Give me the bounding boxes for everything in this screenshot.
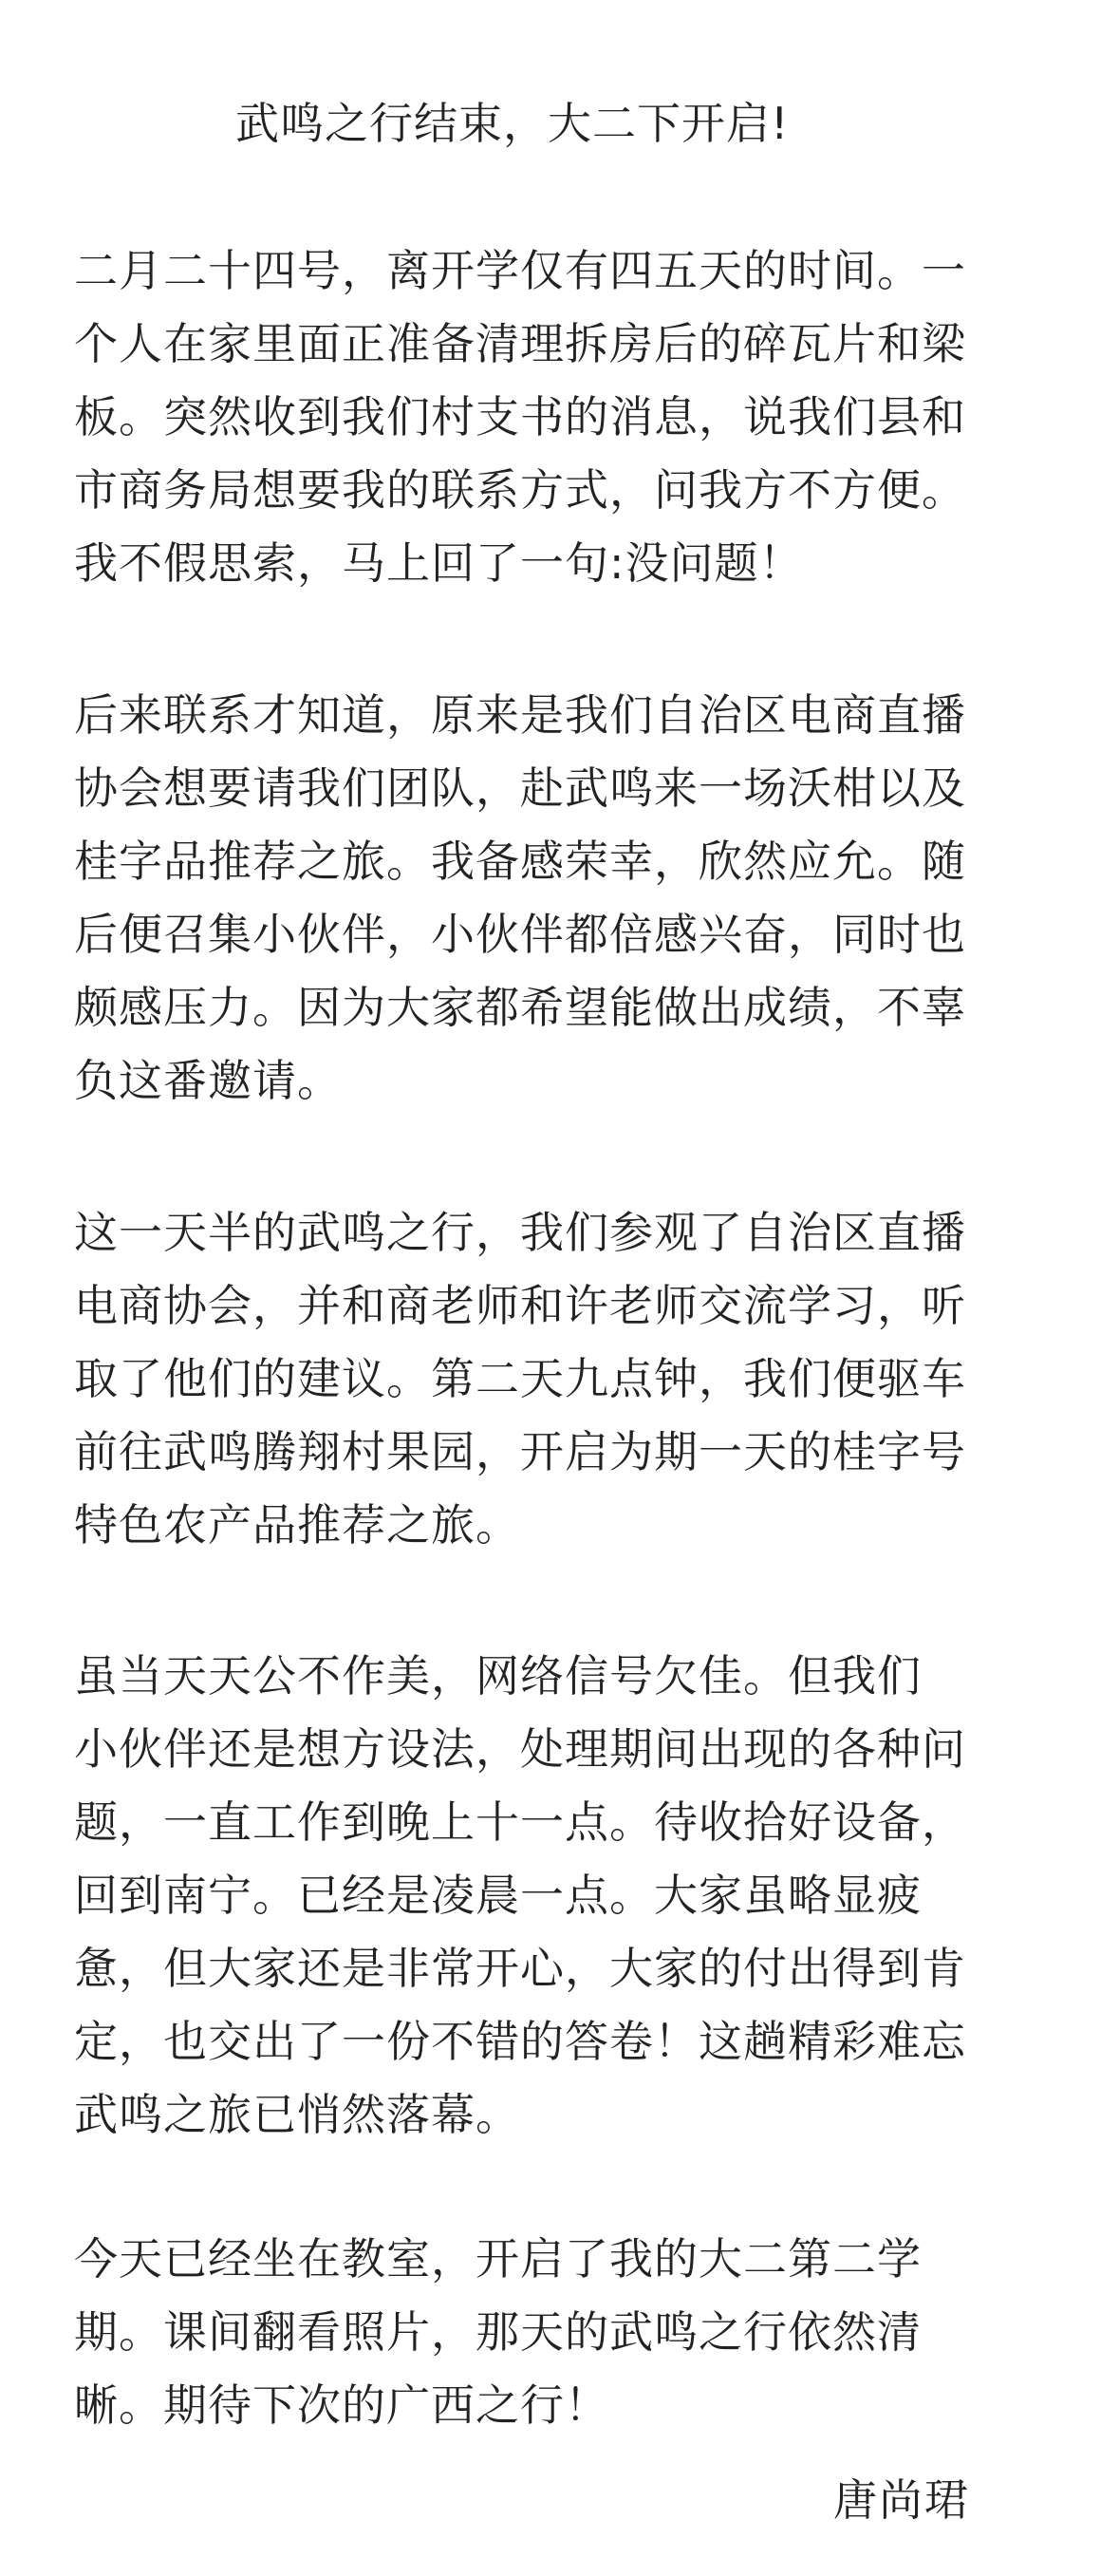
text-line: 颇感压力。因为大家都希望能做出成绩，不辜: [74, 982, 966, 1033]
text-line: 桂字品推荐之旅。我备感荣幸，欣然应允。随: [74, 836, 966, 887]
paragraph-3: [74, 1204, 1061, 1570]
text-line: 回到南宁。已经是凌晨一点。大家虽略显疲: [74, 1870, 922, 1921]
text-line: 个人在家里面正准备清理拆房后的碎瓦片和梁: [74, 318, 966, 369]
text-line: 惫，但大家还是非常开心，大家的付出得到肯: [74, 1943, 966, 1994]
text-line: 后便召集小伙伴，小伙伴都倍感兴奋，同时也: [74, 909, 966, 960]
text-line: 后来联系才知道，原来是我们自治区电商直播: [74, 689, 966, 741]
text-line: 前往武鸣腾翔村果园，开启为期一天的桂字号: [74, 1426, 966, 1477]
paragraph-2: [74, 686, 1061, 1125]
text-line: 小伙伴还是想方设法，处理期间出现的各种问: [74, 1723, 966, 1775]
text-line: 特色农产品推荐之旅。: [74, 1499, 520, 1551]
text-line: 二月二十四号，离开学仅有四五天的时间。一: [74, 245, 966, 296]
text-line: 今天已经坐在教室，开启了我的大二第二学: [74, 2233, 922, 2285]
paragraph-4: [74, 1647, 1061, 2159]
document-title: 武鸣之行结束，大二下开启!: [235, 98, 790, 149]
text-line: 市商务局想要我的联系方式，问我方不方便。: [74, 464, 966, 516]
text-line: 取了他们的建议。第二天九点钟，我们便驱车: [74, 1353, 966, 1404]
text-line: 我不假思索，马上回了一句:没问题！: [74, 537, 804, 589]
text-line: 负这番邀请。: [74, 1055, 342, 1106]
text-line: 协会想要请我们团队，赴武鸣来一场沃柑以及: [74, 762, 966, 814]
text-line: 虽当天天公不作美，网络信号欠佳。但我们: [74, 1650, 922, 1702]
author-signature: 唐尚珺: [833, 2474, 970, 2526]
text-line: 电商协会，并和商老师和许老师交流学习，听: [74, 1280, 966, 1331]
text-line: 晰。期待下次的广西之行！: [74, 2379, 609, 2431]
paragraph-1: [74, 242, 1061, 608]
text-line: 武鸣之旅已悄然落幕。: [74, 2089, 520, 2140]
text-line: 板。突然收到我们村支书的消息，说我们县和: [74, 391, 966, 442]
text-line: 期。课间翻看照片，那天的武鸣之行依然清: [74, 2306, 922, 2358]
text-line: 题，一直工作到晚上十一点。待收拾好设备，: [74, 1796, 966, 1848]
text-line: 这一天半的武鸣之行，我们参观了自治区直播: [74, 1207, 966, 1258]
paragraph-5: [74, 2230, 1061, 2450]
text-line: 定，也交出了一份不错的答卷！这趟精彩难忘: [74, 2016, 966, 2067]
